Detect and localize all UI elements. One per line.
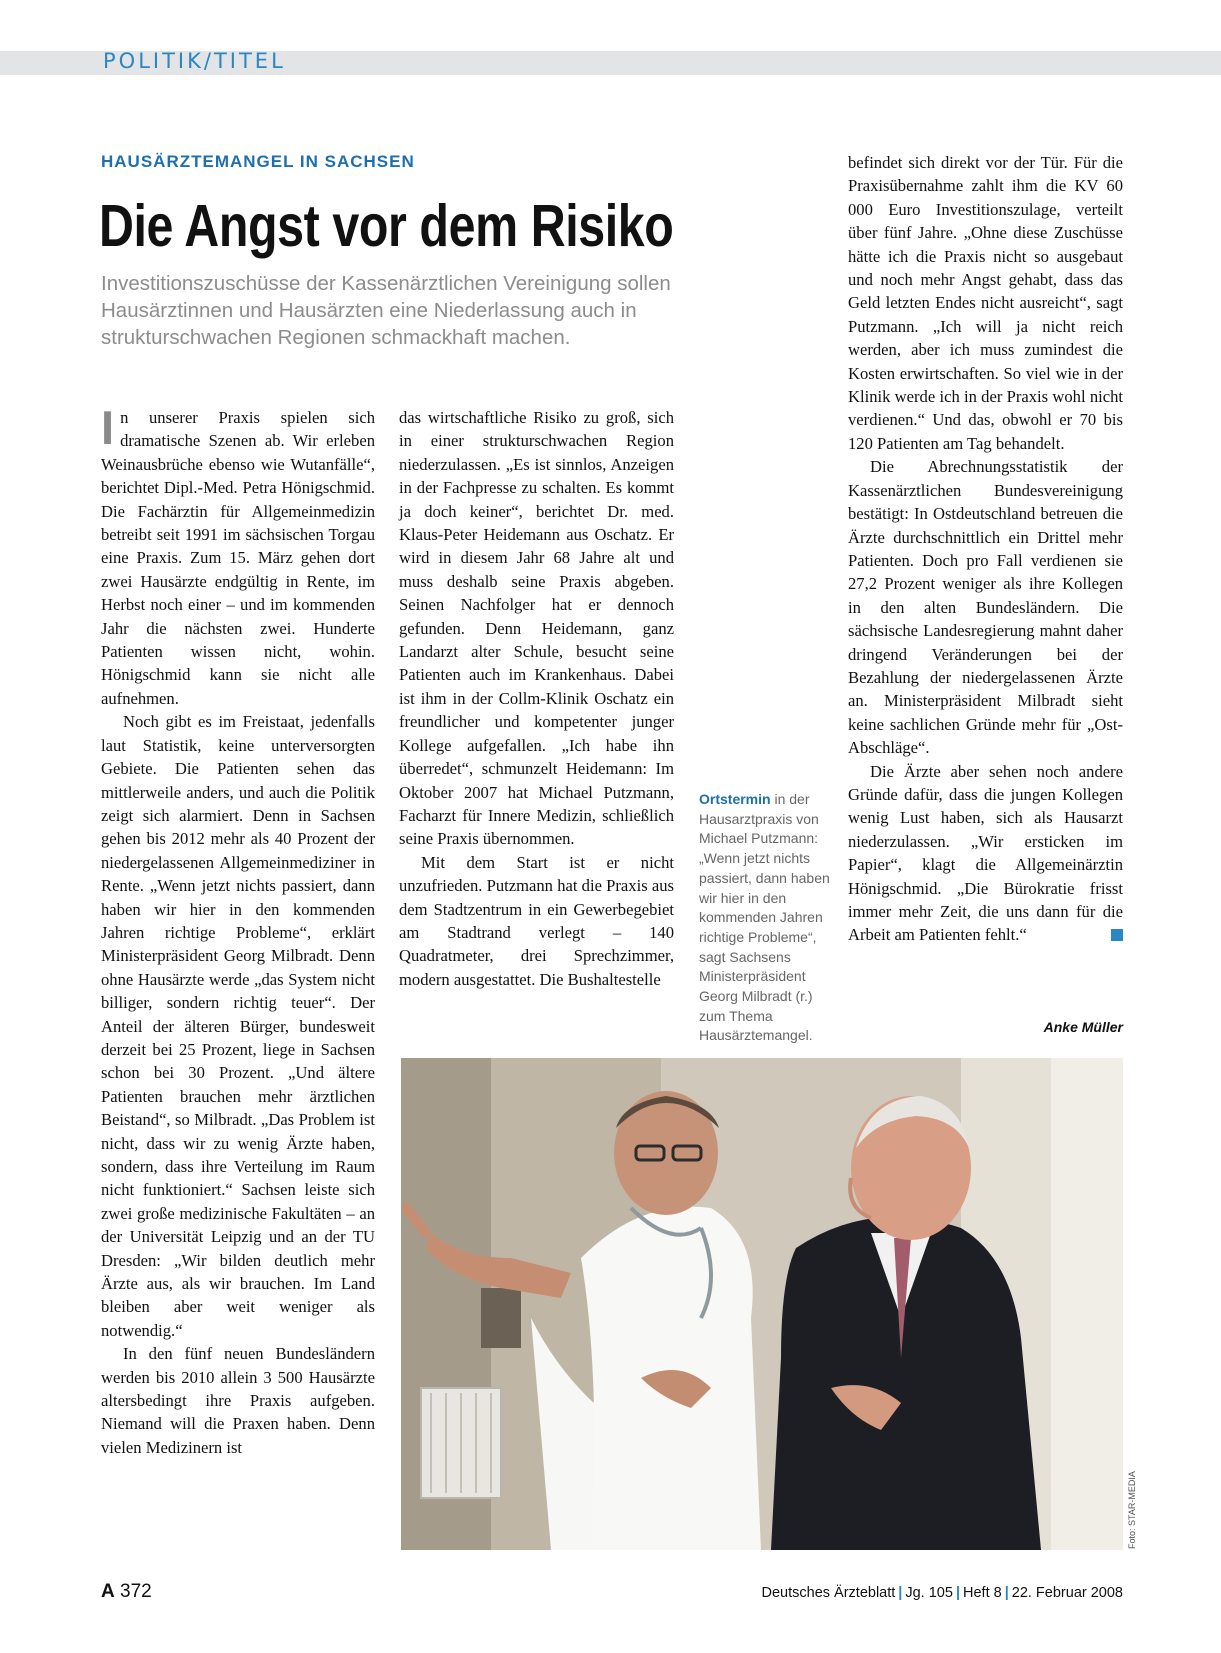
section-label: POLITIK/TITEL [103,49,286,73]
caption-text: in der Hausarztpraxis von Michael Putzmann: „Wenn jetzt nichts passiert, dann haben wir hier in den kommenden Jahren richtige Probleme“, sagt Sachsens Ministerpräsident Georg Milbradt (r.) zum Thema Hausärztemangel. [699,791,830,1044]
caption-lead: Ortstermin [699,791,771,807]
paragraph [101,401,375,710]
article-headline: Die Angst vor dem Risiko [99,193,674,259]
article-deck: Investitionszuschüsse der Kassenärztlichen Vereinigung sollen Hausärztinnen und Hausärzten eine Niederlassung auch in strukturschwachen Regionen schmackhaft machen. [101,272,671,349]
paragraph: Die Abrechnungsstatistik der Kassenärztlichen Bundesvereinigung bestätigt: In Ostdeutschland betreuen die Ärzte durchschnittlich ein Drittel mehr Patienten. Doch pro Fall verdienen sie 27,2 Prozent weniger als ihre Kollegen in den alten Bundesländern. Die sächsische Landesregierung mahnt daher dringend Veränderungen bei der Bezahlung der niedergelassenen Ärzte an. Ministerpräsident Milbradt sieht keine sachlichen Gründe mehr für „Ost-Abschläge“. [848,457,1123,758]
paragraph: befindet sich direkt vor der Tür. Für die Praxisübernahme zahlt ihm die KV 60 000 Euro Investitionszulage, verteilt über fünf Jahre. „Ohne diese Zuschüsse hätte ich die Praxis nicht so ausgebaut und noch mehr Angst gehabt, dass das Geld letzten Endes nicht ausreicht“, sagt Putzmann. „Ich will ja nicht reich werden, aber ich muss zumindest die Kosten erwirtschaften. So viel wie in der Klinik werde ich in der Praxis wohl nicht verdienen.“ Und das, obwohl er 70 bis 120 Patienten am Tag behandelt. [848,153,1123,453]
photo-caption [699,790,834,1046]
separator: | [1004,1585,1009,1601]
paragraph: das wirtschaftliche Risiko zu groß, sich in einer strukturschwachen Region niederzulassen. „Es ist sinnlos, Anzeigen in der Fachpresse zu schalten. Es kommt ja doch keiner“, berichtet Dr. med. Klaus-Peter Heidemann aus Oschatz. Er wird in diesem Jahr 68 Jahre alt und muss deshalb seine Praxis abgeben. Seinen Nachfolger hat er dennoch gefunden. Denn Heidemann, ganz Landarzt alter Schule, besucht seine Patienten auch im Krankenhaus. Dabei ist ihm in der Collm-Klinik Oschatz ein freundlicher und kompetenter junger Kollege aufgefallen. „Ich habe ihn überredet“, schmunzelt Heidemann: Im Oktober 2007 hat Michael Putzmann, Facharzt für Innere Medizin, schließlich seine Praxis übernommen. [399,408,674,849]
article-kicker: HAUSÄRZTEMANGEL IN SACHSEN [101,152,415,171]
journal-date: 22. Februar 2008 [1011,1585,1123,1601]
paragraph-text: n unserer Praxis spielen sich dramatische Szenen ab. Wir erleben Weinausbrüche ebenso wie Wutanfälle“, berichtet Dipl.-Med. Petra Hönigschmid. Die Fachärztin für Allgemeinmedizin betreibt seit 1991 im sächsischen Torgau eine Praxis. Zum 15. März gehen dort zwei Hausärzte endgültig in Rente, im Herbst noch einer – und im kommenden Jahr die nächsten zwei. Hunderte Patienten wissen nicht, wohin. Hönigschmid kann sie nicht alle aufnehmen. [101,408,375,708]
paragraph: Noch gibt es im Freistaat, jedenfalls laut Statistik, keine unterversorgten Gebiete. Die Patienten sehen das mittlerweile anders, und auch die Politik zeigt sich alarmiert. Denn in Sachsen gehen bis 2012 mehr als 40 Prozent der niedergelassenen Allgemeinmediziner in Rente. „Wenn jetzt nichts passiert, dann haben wir hier in den kommenden Jahren richtige Probleme“, erklärt Ministerpräsident Georg Milbradt. Denn ohne Hausärzte werde „das System nicht billiger, sondern richtig teuer“. Der Anteil der älteren Bürger, bundesweit derzeit bei 25 Prozent, liege in Sachsen schon bei 30 Prozent. „Und ältere Patienten brauchen mehr ärztlichen Beistand“, so Milbradt. „Das Problem ist nicht, dass wir zu wenig Ärzte haben, sondern, dass ihre Verteilung im Raum nicht funktioniert.“ Sachsen leiste sich zwei große medizinische Fakultäten – an der Universität Leipzig und an der TU Dresden: „Wir bilden deutlich mehr Ärzte aus, als wir brauchen. Im Land bleiben aber weit weniger als notwendig.“ [101,712,375,1340]
journal-name: Deutsches Ärzteblatt [761,1585,896,1601]
photo-illustration [401,1058,1123,1550]
journal-volume: Jg. 105 [905,1585,953,1601]
page-prefix: A [101,1581,115,1602]
page-number-value: 372 [120,1581,152,1602]
paragraph [848,760,1123,947]
text-column-3 [848,151,1123,947]
journal-issue: Heft 8 [963,1585,1002,1601]
drop-cap: I [101,401,115,454]
end-mark-icon [1111,929,1123,941]
paragraph: Mit dem Start ist er nicht unzufrieden. Putzmann hat die Praxis aus dem Stadtzentrum in ein Gewerbegebiet am Stadtrand verlegt – 140 Quadratmeter, drei Sprechzimmer, modern ausgestattet. Die Bushaltestelle [399,852,674,989]
footer-journal-info [762,1585,1124,1601]
page-number [101,1581,152,1603]
paragraph-text: Die Ärzte aber sehen noch andere Gründe dafür, dass die jungen Kollegen wenig Lust haben, sich als Hausarzt niederzulassen. „Wir ersticken im Papier“, klagt die Allgemeinärztin Hönigschmid. „Die Bürokratie frisst immer mehr Zeit, die uns dann für die Arbeit am Patienten fehlt.“ [848,761,1123,945]
photo-credit: Foto: STAR-MEDIA [1127,1471,1137,1549]
article-photo [401,1058,1123,1550]
text-column-2 [399,406,674,991]
paragraph: In den fünf neuen Bundesländern werden bis 2010 allein 3 500 Hausärzte altersbedingt ihre Praxis aufgeben. Niemand will die Praxen haben. Denn vielen Medizinern ist [101,1344,375,1457]
author-byline: Anke Müller [1043,1019,1123,1035]
text-column-1 [101,401,375,1459]
separator: | [955,1585,960,1601]
separator: | [898,1585,903,1601]
